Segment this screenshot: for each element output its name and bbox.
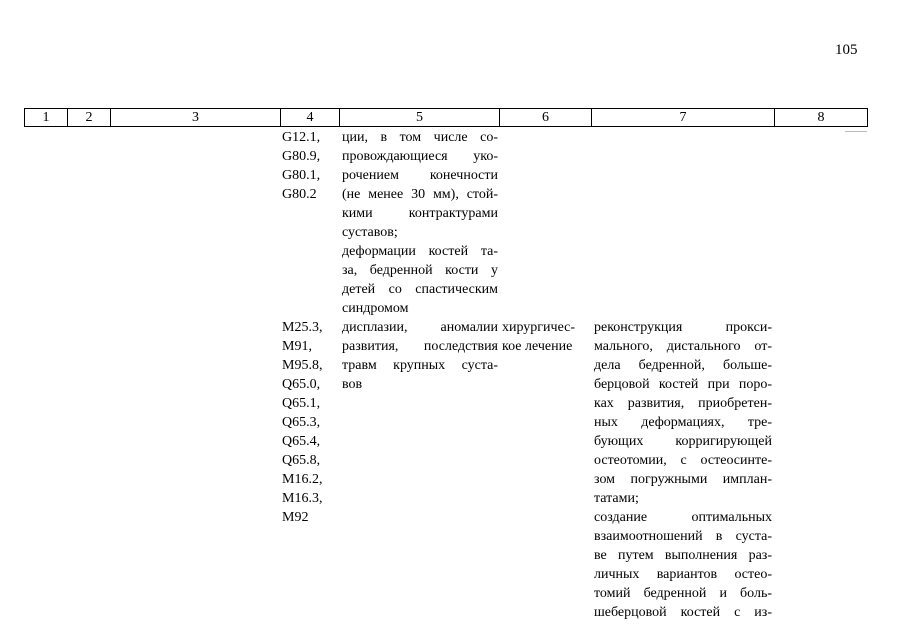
- method-line: ных деформациях, тре-: [594, 415, 772, 430]
- diagnosis-line: ции, в том числе со-: [342, 130, 498, 145]
- block2-treatment-type: [502, 318, 586, 356]
- diagnosis-line: рочением конечности: [342, 168, 498, 183]
- code: Q65.0,: [282, 377, 321, 392]
- code: G80.9,: [282, 149, 321, 164]
- code: Q65.8,: [282, 453, 321, 468]
- diagnosis-line: (не менее 30 мм), стой-: [342, 187, 498, 202]
- column-header-8: 8: [775, 109, 868, 127]
- block1-codes: [282, 128, 336, 204]
- method-line: ках развития, приобретен-: [594, 396, 772, 411]
- block2-diagnosis: [342, 318, 498, 394]
- treatment-line: хирургичес-: [502, 320, 576, 335]
- code: Q65.3,: [282, 415, 321, 430]
- method-line: взаимоотношений в суста-: [594, 529, 772, 544]
- method-line: берцовой костей при поро-: [594, 377, 772, 392]
- column-header-table: [24, 108, 868, 127]
- method-line: томий бедренной и боль-: [594, 586, 772, 601]
- code: G80.2: [282, 187, 317, 202]
- code: Q65.4,: [282, 434, 321, 449]
- block2-method: [594, 318, 772, 622]
- column-header-5: 5: [340, 109, 500, 127]
- column-header-2: 2: [68, 109, 111, 127]
- diagnosis-line: детей со спастическим: [342, 282, 498, 297]
- diagnosis-line: синдромом: [342, 301, 409, 316]
- method-line: бующих корригирующей: [594, 434, 772, 449]
- method-line: шеберцовой костей с из-: [594, 605, 772, 620]
- diagnosis-line: дисплазии, аномалии: [342, 320, 498, 335]
- treatment-line: кое лечение: [502, 339, 573, 354]
- code: M92: [282, 510, 309, 525]
- method-line: остеотомии, с остеосинте-: [594, 453, 772, 468]
- column-header-7: 7: [592, 109, 775, 127]
- code: M16.3,: [282, 491, 323, 506]
- diagnosis-line: суставов;: [342, 225, 398, 240]
- code: M16.2,: [282, 472, 323, 487]
- code: Q65.1,: [282, 396, 321, 411]
- method-line: создание оптимальных: [594, 510, 772, 525]
- code: M91,: [282, 339, 312, 354]
- method-line: зом погружными имплан-: [594, 472, 772, 487]
- diagnosis-line: вов: [342, 377, 363, 392]
- code: M95.8,: [282, 358, 323, 373]
- block2-codes: [282, 318, 336, 527]
- diagnosis-line: травм крупных суста-: [342, 358, 498, 373]
- method-line: личных вариантов остео-: [594, 567, 772, 582]
- page-number: 105: [835, 42, 858, 58]
- method-line: реконструкция прокси-: [594, 320, 772, 335]
- diagnosis-line: за, бедренной кости у: [342, 263, 498, 278]
- column-header-4: 4: [281, 109, 340, 127]
- method-line: мального, дистального от-: [594, 339, 772, 354]
- column-header-row: [25, 109, 868, 127]
- code: M25.3,: [282, 320, 323, 335]
- diagnosis-line: деформации костей та-: [342, 244, 498, 259]
- method-line: дела бедренной, больше-: [594, 358, 772, 373]
- diagnosis-line: провождающиеся уко-: [342, 149, 498, 164]
- diagnosis-line: развития, последствия: [342, 339, 498, 354]
- column-header-3: 3: [111, 109, 281, 127]
- column-header-6: 6: [500, 109, 592, 127]
- diagnosis-line: кими контрактурами: [342, 206, 498, 221]
- code: G12.1,: [282, 130, 321, 145]
- block1-diagnosis: [342, 128, 498, 318]
- divider-line: [845, 131, 867, 132]
- method-line: ве путем выполнения раз-: [594, 548, 772, 563]
- code: G80.1,: [282, 168, 321, 183]
- method-line: татами;: [594, 491, 639, 506]
- column-header-1: 1: [25, 109, 68, 127]
